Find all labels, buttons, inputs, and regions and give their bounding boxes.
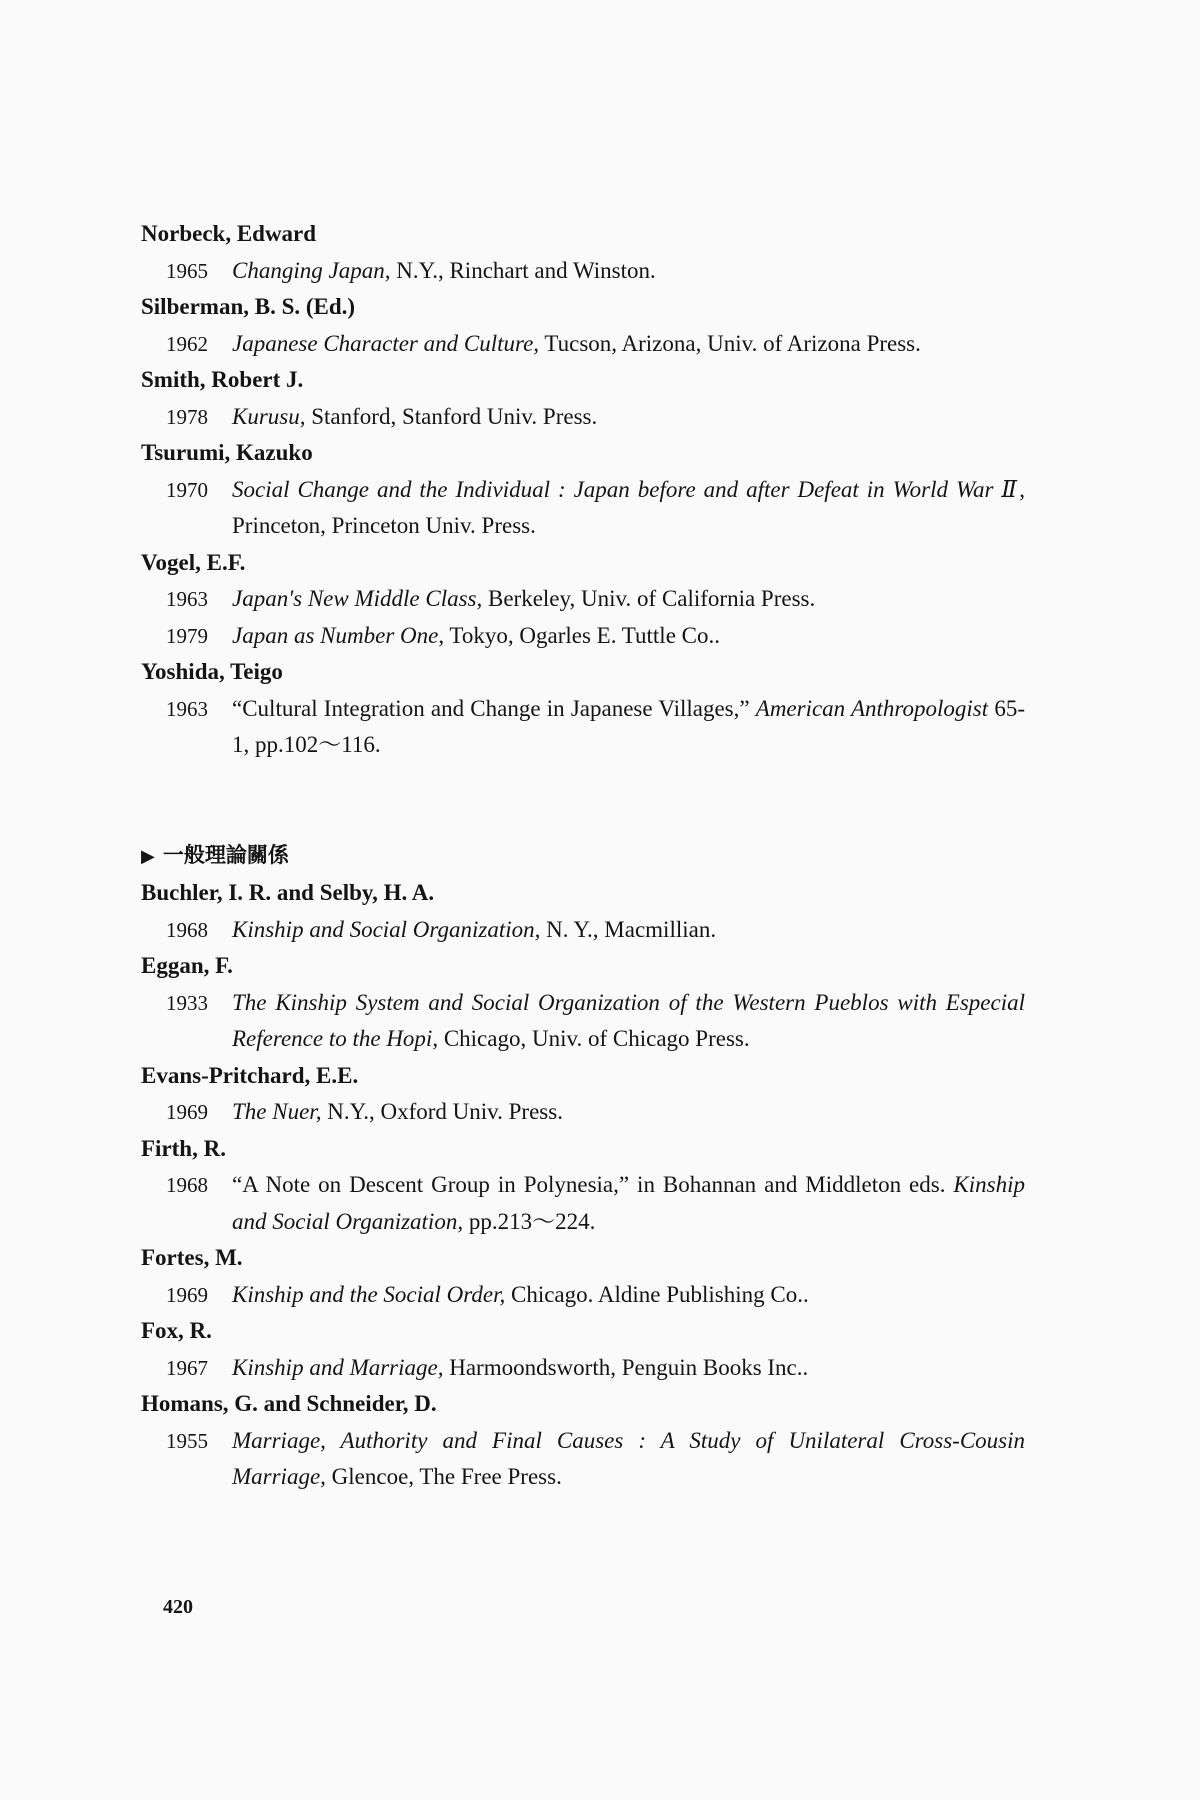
citation-text: N.Y., Oxford Univ. Press. — [321, 1099, 563, 1124]
publication-year: 1963 — [166, 587, 208, 611]
bibliography-work — [141, 1167, 1025, 1240]
author-name: Silberman, B. S. (Ed.) — [141, 294, 356, 319]
author-name: Fortes, M. — [141, 1245, 243, 1270]
section-heading-text: 一般理論關係 — [162, 842, 289, 867]
work-citation — [232, 1094, 1025, 1131]
work-citation — [232, 912, 1025, 949]
work-title: Social Change and the Individual : Japan before and after Defeat in World War Ⅱ — [232, 476, 1020, 502]
publication-year: 1933 — [166, 990, 208, 1015]
author-name: Fox, R. — [141, 1318, 212, 1343]
citation-text: pp.213～224. — [463, 1208, 596, 1234]
citation-text: “Cultural Integration and Change in Japanese Villages,” — [232, 695, 756, 721]
work-title: Kinship and Social Organization, — [232, 916, 541, 942]
citation-text: Chicago, Univ. of Chicago Press. — [438, 1026, 750, 1051]
publication-year: 1968 — [166, 917, 208, 942]
citation-text: , Princeton, Princeton Univ. Press. — [232, 476, 1025, 538]
publication-year: 1969 — [166, 1100, 208, 1124]
author-name: Vogel, E.F. — [141, 549, 246, 575]
citation-text: Harmoondsworth, Penguin Books Inc.. — [443, 1354, 809, 1380]
work-citation — [232, 1423, 1025, 1496]
bibliography-work — [141, 326, 1025, 363]
citation-text: Tucson, Arizona, Univ. of Arizona Press. — [539, 330, 921, 356]
publication-year: 1978 — [166, 404, 208, 429]
bibliography-work — [141, 1277, 1025, 1314]
publication-year: 1955 — [166, 1428, 208, 1453]
section-heading — [141, 837, 1025, 876]
work-title: Kurusu, — [232, 403, 306, 429]
bibliography-work — [141, 691, 1025, 764]
citation-text: 65-1, pp.102～116. — [232, 695, 1025, 757]
work-citation — [232, 399, 1025, 436]
publication-year: 1979 — [166, 623, 208, 648]
work-citation — [232, 472, 1025, 545]
work-citation — [232, 253, 1025, 290]
bibliography-work — [141, 1350, 1025, 1387]
publication-year: 1968 — [166, 1173, 208, 1197]
work-title: Japan as Number One — [232, 622, 439, 648]
work-citation — [232, 1167, 1025, 1240]
author-name: Firth, R. — [141, 1135, 226, 1161]
work-title: American Anthropologist — [755, 695, 989, 721]
publication-year: 1965 — [166, 258, 208, 283]
work-citation — [232, 1277, 1025, 1314]
bibliography-work — [141, 1094, 1025, 1131]
publication-year: 1962 — [166, 331, 208, 356]
work-citation — [232, 1350, 1025, 1387]
bibliography-section — [141, 216, 1025, 764]
work-citation — [232, 618, 1025, 655]
citation-text: “A Note on Descent Group in Polynesia,” in Bohannan and Middleton eds. — [232, 1172, 954, 1197]
author-name: Evans-Pritchard, E.E. — [141, 1062, 359, 1088]
author-name: Smith, Robert J. — [141, 367, 304, 392]
author-name: Norbeck, Edward — [141, 221, 317, 246]
bibliography-work — [141, 618, 1025, 655]
publication-year: 1970 — [166, 477, 208, 502]
citation-text: Glencoe, The Free Press. — [325, 1464, 562, 1489]
work-title: Changing Japan, — [232, 257, 391, 283]
citation-text: N. Y., Macmillian. — [540, 916, 717, 942]
bibliography-work — [141, 581, 1025, 618]
citation-text: N.Y., Rinchart and Winston. — [390, 257, 656, 283]
page-number: 420 — [163, 1596, 193, 1618]
bibliography-page — [141, 216, 1025, 1496]
publication-year: 1963 — [166, 696, 208, 721]
work-title: Japan's New Middle Class, — [232, 586, 483, 611]
bibliography-work — [141, 912, 1025, 949]
citation-text: Chicago. Aldine Publishing Co.. — [505, 1281, 809, 1307]
work-title: Kinship and Social Organization, — [232, 1172, 1025, 1234]
author-name: Buchler, I. R. and Selby, H. A. — [141, 880, 435, 905]
author-name: Eggan, F. — [141, 953, 233, 978]
work-citation — [232, 985, 1025, 1058]
publication-year: 1969 — [166, 1282, 208, 1307]
author-name: Tsurumi, Kazuko — [141, 440, 313, 465]
bibliography-work — [141, 253, 1025, 290]
work-title: The Nuer, — [232, 1099, 322, 1124]
citation-text: Berkeley, Univ. of California Press. — [482, 586, 816, 611]
citation-text: Stanford, Stanford Univ. Press. — [305, 403, 598, 429]
work-citation — [232, 581, 1025, 618]
citation-text: , Tokyo, Ogarles E. Tuttle Co.. — [438, 622, 720, 648]
bibliography-work — [141, 472, 1025, 545]
bibliography-work — [141, 1423, 1025, 1496]
work-title: Japanese Character and Culture, — [232, 330, 540, 356]
triangle-marker-icon: ▶ — [141, 845, 155, 867]
author-name: Homans, G. and Schneider, D. — [141, 1391, 437, 1416]
publication-year: 1967 — [166, 1355, 208, 1380]
work-citation — [232, 326, 1025, 363]
author-name: Yoshida, Teigo — [141, 659, 283, 684]
bibliography-work — [141, 985, 1025, 1058]
bibliography-section — [141, 837, 1025, 1496]
work-citation — [232, 691, 1025, 764]
work-title: Kinship and Marriage, — [232, 1354, 444, 1380]
work-title: The Kinship System and Social Organization of the Western Pueblos with Especial Reference to the Hopi, — [232, 989, 1025, 1051]
bibliography-work — [141, 399, 1025, 436]
work-title: Marriage, Authority and Final Causes : A Study of Unilateral Cross-Cousin Marriage, — [232, 1427, 1025, 1489]
work-title: Kinship and the Social Order, — [232, 1281, 506, 1307]
